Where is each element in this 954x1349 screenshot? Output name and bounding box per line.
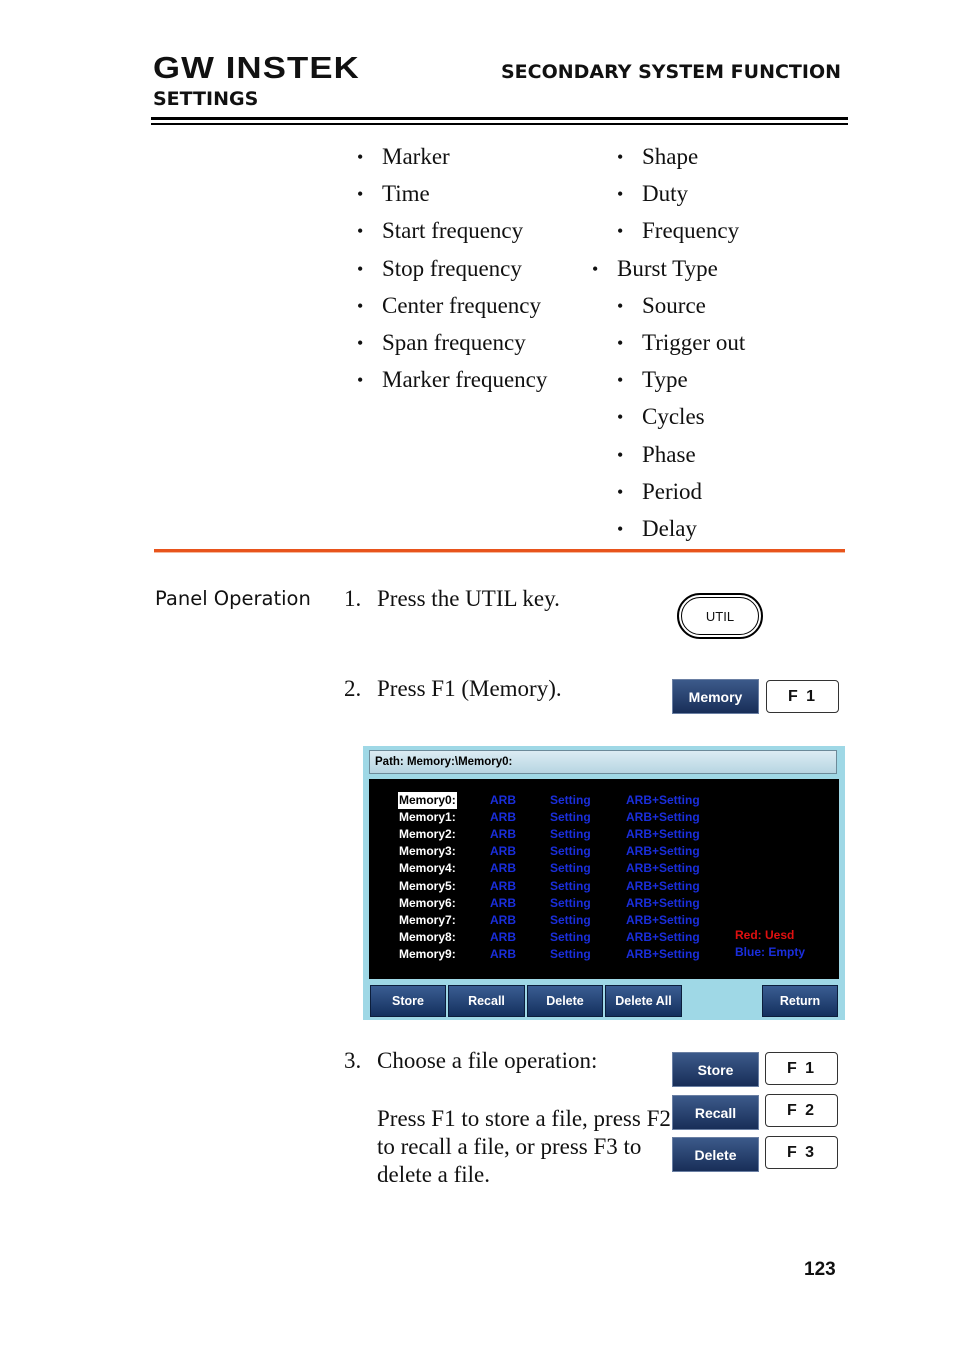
list-item-label: Stop frequency [382,255,522,281]
memory-name: Memory4: [399,861,456,876]
header-rule-secondary [151,123,848,125]
setting-slot: Setting [550,810,591,825]
bullet-dot: • [357,370,364,391]
recall-softkey[interactable]: Recall [672,1095,759,1130]
arb-slot: ARB [490,929,516,944]
arb-setting-slot: ARB+Setting [626,946,700,961]
setting-slot: Setting [550,895,591,910]
list-item [617,440,745,477]
memory-name: Memory6: [399,895,456,910]
list-item [617,142,745,179]
setting-slot: Setting [550,946,591,961]
brand-logo: GW INSTEK [153,50,360,85]
list-item [617,477,745,514]
list-item [617,179,745,216]
step-1-text: Press the UTIL key. [377,586,560,611]
memory-name: Memory3: [399,844,456,859]
bullet-dot: • [357,184,364,205]
bullet-dot: • [617,221,624,242]
memory-name: Memory2: [399,827,456,842]
list-item-label: Phase [642,441,696,467]
header-rule [151,117,848,120]
bullet-dot: • [617,184,624,205]
settings-list-right [592,142,746,551]
arb-setting-slot: ARB+Setting [626,844,700,859]
path-bar: Path: Memory:\Memory0: [369,750,837,774]
list-item-label: Cycles [642,404,705,430]
bullet-dot: • [357,221,364,242]
memory-name: Memory9: [399,946,456,961]
arb-setting-slot: ARB+Setting [626,912,700,927]
bullet-dot: • [617,147,624,167]
f1-key[interactable]: F 1 [766,680,839,713]
setting-slot: Setting [550,827,591,842]
list-item [357,291,547,328]
step-2-number: 2. [344,676,362,701]
list-item [357,254,547,291]
setting-slot: Setting [550,861,591,876]
page-number: 123 [804,1259,836,1280]
list-item-label: Trigger out [642,329,746,355]
list-item [617,365,745,402]
bullet-dot: • [357,295,364,316]
list-item-label: Marker [382,144,450,169]
screen-store-button[interactable]: Store [370,985,446,1017]
bullet-dot: • [357,147,364,167]
list-item [617,291,745,328]
list-item-label: Center frequency [382,292,542,318]
screen-delete-all-button[interactable]: Delete All [605,985,682,1017]
step-1-number: 1. [344,586,362,611]
bullet-dot: • [617,407,624,428]
arb-slot: ARB [490,810,516,825]
list-item [617,514,745,551]
list-item [617,402,745,439]
delete-softkey[interactable]: Delete [672,1137,759,1172]
util-key[interactable] [677,593,763,639]
list-item [357,142,547,179]
memory-name: Memory0: [399,793,456,807]
memory-name: Memory5: [399,878,456,893]
arb-slot: ARB [490,946,516,961]
bullet-dot: • [617,370,624,391]
bullet-dot: • [357,258,364,279]
list-item-label: Start frequency [382,218,524,244]
step-3-number: 3. [344,1048,362,1073]
arb-setting-slot: ARB+Setting [626,793,700,807]
bullet-dot: • [617,444,624,465]
arb-setting-slot: ARB+Setting [626,861,700,876]
memory-screen [363,746,845,1020]
f3-key[interactable]: F 3 [765,1136,838,1169]
bullet-dot: • [592,258,599,279]
step-3-text: Choose a file operation: [377,1048,598,1073]
list-item-label: Frequency [642,218,740,244]
list-item-label: Span frequency [382,329,526,355]
list-item-label: Source [642,292,706,318]
setting-slot: Setting [550,793,591,807]
list-item-label: Marker frequency [382,367,548,393]
panel-operation-label: Panel Operation [155,587,311,610]
screen-delete-button[interactable]: Delete [527,985,603,1017]
list-item [357,179,547,216]
legend-used: Red: Uesd [735,928,795,942]
bullet-dot: • [617,481,624,502]
setting-slot: Setting [550,878,591,893]
memory-name: Memory7: [399,912,456,927]
chapter-label: SETTINGS [153,88,259,110]
arb-slot: ARB [490,844,516,859]
arb-slot: ARB [490,861,516,876]
memory-softkey[interactable]: Memory [672,679,759,714]
screen-recall-button[interactable]: Recall [448,985,525,1017]
memory-name: Memory1: [399,810,456,825]
section-title: SECONDARY SYSTEM FUNCTION [500,61,841,83]
memory-list [369,779,839,979]
step-3-description: Press F1 to store a file, press F2 to recall a file, or press F3 to delete a file. [377,1106,671,1187]
screen-return-button[interactable]: Return [762,985,838,1017]
arb-slot: ARB [490,878,516,893]
arb-setting-slot: ARB+Setting [626,895,700,910]
list-item [357,365,548,402]
list-item [357,328,547,365]
list-item [592,254,745,291]
list-item-label: Shape [642,144,699,169]
list-item-label: Delay [642,515,697,541]
list-item-label: Time [382,181,430,207]
list-item [617,216,745,253]
list-item-label: Type [642,367,688,393]
setting-slot: Setting [550,929,591,944]
f2-key[interactable]: F 2 [765,1094,838,1127]
settings-list-left [357,142,548,402]
memory-name: Memory8: [399,929,456,944]
list-item-label: Duty [642,181,688,207]
legend-empty: Blue: Empty [735,945,806,959]
bullet-dot: • [357,332,364,353]
list-item [617,328,746,365]
util-key-label: UTIL [705,608,735,624]
arb-slot: ARB [490,793,516,807]
arb-setting-slot: ARB+Setting [626,810,700,825]
f1-key-store[interactable]: F 1 [765,1052,838,1085]
arb-setting-slot: ARB+Setting [626,929,700,944]
arb-slot: ARB [490,827,516,842]
setting-slot: Setting [550,912,591,927]
bullet-dot: • [617,332,624,353]
arb-slot: ARB [490,895,516,910]
bullet-dot: • [617,295,624,316]
arb-slot: ARB [490,912,516,927]
step-2-text: Press F1 (Memory). [377,676,562,701]
setting-slot: Setting [550,844,591,859]
list-item-label: Burst Type [617,255,718,281]
arb-setting-slot: ARB+Setting [626,878,700,893]
bullet-dot: • [617,518,624,539]
list-item [357,216,547,253]
list-item-label: Period [642,478,703,504]
arb-setting-slot: ARB+Setting [626,827,700,842]
section-divider-shadow [154,552,845,553]
store-softkey[interactable]: Store [672,1052,759,1087]
